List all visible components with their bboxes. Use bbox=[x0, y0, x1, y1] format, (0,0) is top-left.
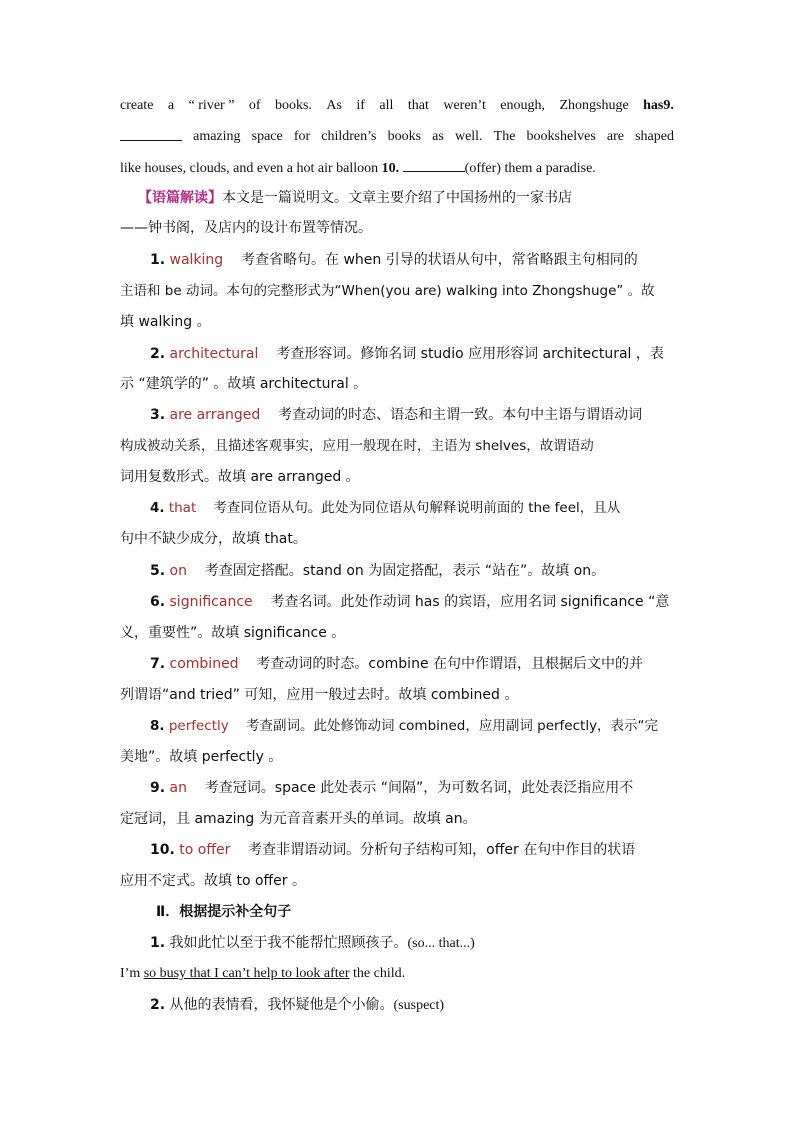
answer-6-line-2: 义，重要性”。故填 significance 。 bbox=[120, 625, 346, 641]
answer-1-line-2: 主语和 be 动词。本句的完整形式为“When(you are) walking into Zhongshuge” 。故 bbox=[120, 283, 655, 299]
text: like houses, clouds, and even a hot air balloon bbox=[120, 161, 382, 176]
answer-word: combined bbox=[169, 656, 239, 672]
answer-word: an bbox=[169, 780, 187, 796]
answer-1 bbox=[150, 250, 638, 270]
word: enough, bbox=[500, 98, 545, 113]
answer-5 bbox=[150, 561, 605, 581]
word: well. bbox=[454, 129, 483, 144]
underlined-answer: so busy that I can’t help to look after bbox=[143, 966, 350, 981]
answer-number: 9. bbox=[150, 780, 166, 796]
answer-3 bbox=[150, 405, 642, 425]
question-text: 从他的表情看，我怀疑他是个小偷。 bbox=[169, 997, 394, 1013]
sentence-text: I’m bbox=[120, 966, 144, 981]
word: if bbox=[356, 98, 365, 113]
word: all bbox=[379, 98, 394, 113]
question-hint: (suspect) bbox=[393, 998, 445, 1013]
answer-1-line-3: 填 walking 。 bbox=[120, 314, 211, 330]
question-hint: (so... that...) bbox=[407, 936, 475, 951]
answer-explain: 考查同位语从句。此处为同位语从句解释说明前面的 the feel，且从 bbox=[213, 500, 621, 516]
word: books. bbox=[274, 98, 312, 113]
answer-word: on bbox=[169, 563, 187, 579]
answer-number: 3. bbox=[150, 407, 166, 423]
answer-10 bbox=[150, 840, 635, 860]
word: for bbox=[293, 129, 311, 144]
answer-sentence-1 bbox=[120, 964, 405, 984]
answer-number: 4. bbox=[150, 500, 165, 516]
word: bookshelves bbox=[526, 129, 596, 144]
word: a bbox=[167, 98, 175, 113]
word: Zhongshuge bbox=[559, 98, 629, 113]
sentence-text: the child. bbox=[349, 966, 406, 981]
answer-number: 1. bbox=[150, 252, 166, 268]
answer-8-line-2: 美地”。故填 perfectly 。 bbox=[120, 749, 283, 765]
answer-8 bbox=[150, 716, 658, 736]
word: of bbox=[248, 98, 261, 113]
question-number: 1. bbox=[150, 935, 166, 951]
analysis-line-2: ——钟书阁，及店内的设计布置等情况。 bbox=[120, 220, 372, 236]
answer-9 bbox=[150, 778, 633, 798]
answer-10-line-2: 应用不定式。故填 to offer 。 bbox=[120, 873, 306, 889]
word: amazing bbox=[193, 129, 241, 144]
answer-blank-9 bbox=[120, 127, 182, 141]
analysis-text: 本文是一篇说明文。文章主要介绍了中国扬州的一家书店 bbox=[222, 190, 572, 206]
answer-3-line-3: 词用复数形式。故填 are arranged 。 bbox=[120, 469, 360, 485]
answer-explain: 考查名词。此处作动词 has 的宾语，应用名词 significance “意 bbox=[270, 594, 670, 610]
answer-7 bbox=[150, 654, 643, 674]
answer-number: 10. bbox=[150, 842, 175, 858]
answer-2 bbox=[150, 344, 664, 364]
answer-number: 7. bbox=[150, 656, 166, 672]
answer-explain: 考查形容词。修饰名词 studio 应用形容词 architectural ，表 bbox=[276, 346, 664, 362]
word: are bbox=[606, 129, 624, 144]
answer-number: 8. bbox=[150, 718, 165, 734]
answer-2-line-2: 示 “建筑学的” 。故填 architectural 。 bbox=[120, 376, 368, 392]
question-1 bbox=[150, 933, 475, 954]
word: space bbox=[251, 129, 283, 144]
answer-word: that bbox=[168, 500, 197, 516]
answer-4 bbox=[150, 498, 620, 518]
answer-4-line-2: 句中不缺少成分，故填 that。 bbox=[120, 531, 307, 547]
word-number: has9. bbox=[643, 98, 674, 113]
question-number: 10. bbox=[381, 161, 400, 176]
answer-blank-10 bbox=[403, 158, 465, 172]
word: As bbox=[326, 98, 342, 113]
analysis-tag: 【语篇解读】 bbox=[138, 190, 222, 206]
word: The bbox=[493, 129, 516, 144]
answer-number: 2. bbox=[150, 346, 166, 362]
question-number: 2. bbox=[150, 997, 166, 1013]
answer-number: 5. bbox=[150, 563, 166, 579]
word: children’s bbox=[321, 129, 377, 144]
answer-word: are arranged bbox=[169, 407, 261, 423]
word: as bbox=[432, 129, 444, 144]
answer-explain: 考查非谓语动词。分析句子结构可知，offer 在句中作目的状语 bbox=[248, 842, 636, 858]
answer-9-line-2: 定冠词，且 amazing 为元音音素开头的单词。故填 an。 bbox=[120, 811, 477, 827]
word: create bbox=[120, 98, 154, 113]
passage-line-1 bbox=[120, 96, 674, 116]
answer-explain: 考查动词的时态、语态和主谓一致。本句中主语与谓语动词 bbox=[278, 407, 643, 423]
word: books bbox=[387, 129, 422, 144]
answer-explain: 考查动词的时态。combine 在句中作谓语，且根据后文中的并 bbox=[256, 656, 644, 672]
analysis-line-1 bbox=[138, 188, 572, 208]
answer-explain: 考查省略句。在 when 引导的状语从句中，常省略跟主句相同的 bbox=[241, 252, 638, 268]
word: that bbox=[407, 98, 429, 113]
word: shaped bbox=[635, 129, 674, 144]
word: weren’t bbox=[443, 98, 486, 113]
text: (offer) them a paradise. bbox=[464, 161, 596, 176]
answer-explain: 考查副词。此处修饰动词 combined，应用副词 perfectly，表示“完 bbox=[245, 718, 659, 734]
answer-7-line-2: 列谓语“and tried” 可知，应用一般过去时。故填 combined 。 bbox=[120, 687, 519, 703]
answer-word: perfectly bbox=[168, 718, 229, 734]
passage-line-2 bbox=[120, 127, 674, 147]
answer-number: 6. bbox=[150, 594, 166, 610]
answer-3-line-2: 构成被动关系，且描述客观事实，应用一般现在时，主语为 shelves，故谓语动 bbox=[120, 438, 594, 454]
answer-word: architectural bbox=[169, 346, 259, 362]
answer-word: walking bbox=[169, 252, 224, 268]
section-heading: Ⅱ．根据提示补全句子 bbox=[156, 904, 292, 920]
word: “ river ” bbox=[188, 98, 235, 113]
answer-explain: 考查冠词。space 此处表示 “间隔”，为可数名词，此处表泛指应用不 bbox=[204, 780, 634, 796]
answer-word: significance bbox=[169, 594, 253, 610]
answer-6 bbox=[150, 592, 669, 612]
question-text: 我如此忙以至于我不能帮忙照顾孩子。 bbox=[169, 935, 408, 951]
answer-explain: 考查固定搭配。stand on 为固定搭配，表示 “站在”。故填 on。 bbox=[204, 563, 606, 579]
answer-word: to offer bbox=[179, 842, 231, 858]
passage-line-3 bbox=[120, 158, 596, 179]
question-2 bbox=[150, 995, 444, 1016]
